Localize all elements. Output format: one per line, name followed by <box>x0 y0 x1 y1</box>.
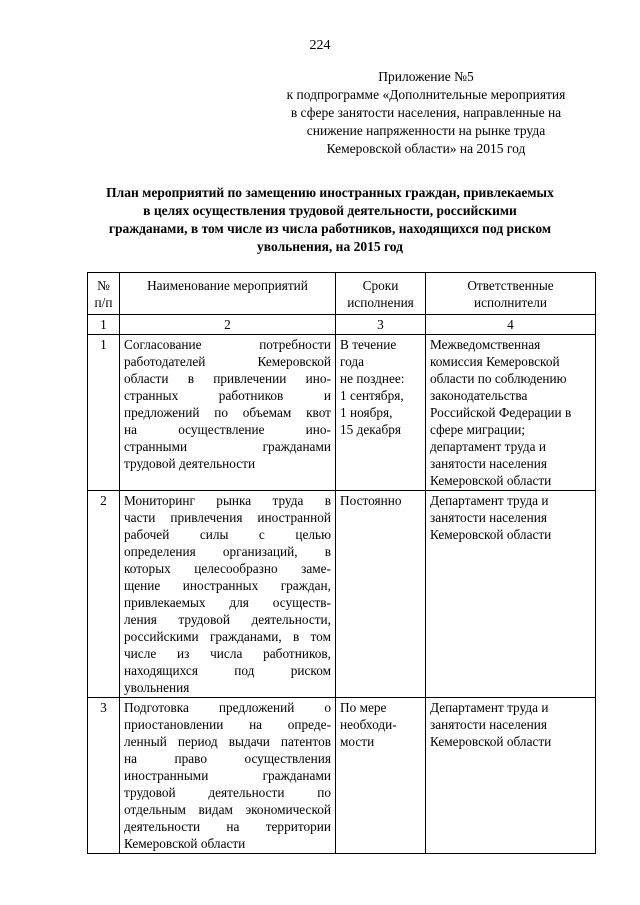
activity-name-line: увольнения <box>124 680 190 695</box>
row-number: 1 <box>88 335 120 491</box>
row-number: 2 <box>88 491 120 698</box>
activity-name-line: находящихся под риском <box>124 663 331 678</box>
table-row <box>88 335 596 491</box>
activity-name-line: определения организаций, в <box>124 544 331 559</box>
activity-term-line: года <box>340 354 365 369</box>
appendix-line: к подпрограмме «Дополнительные мероприятия <box>286 87 566 102</box>
activity-responsible-line: законодательства <box>430 388 528 403</box>
activity-name-line: трудовой деятельности <box>124 456 256 471</box>
title-line: План мероприятий по замещению иностранных граждан, привлекаемых <box>106 185 554 200</box>
activity-responsible-line: сфере миграции; <box>430 422 526 437</box>
activity-name-line: трудовой деятельности по <box>124 785 331 800</box>
activity-name <box>120 335 336 491</box>
activity-name <box>120 491 336 698</box>
activity-name-line: странными гражданами <box>124 439 331 454</box>
activity-responsible-line: Кемеровской области <box>430 734 552 749</box>
column-number-row <box>88 315 596 335</box>
activity-responsible-line: Межведомственная <box>430 337 541 352</box>
plan-table <box>87 272 596 854</box>
appendix-line: Приложение №5 <box>378 69 474 84</box>
activity-name-line: деятельности на территории <box>124 819 331 834</box>
header-name <box>120 273 336 315</box>
activity-responsible-line: занятости населения <box>430 717 548 732</box>
appendix-line: снижение напряженности на рынке труда <box>306 123 546 138</box>
activity-name-line: Согласование потребности <box>124 337 331 352</box>
activity-term-line: Постоянно <box>340 493 402 508</box>
activity-name-line: щение иностранных граждан, <box>124 578 331 593</box>
activity-name-line: странных работников и <box>124 388 331 403</box>
activity-term <box>336 491 426 698</box>
activity-term <box>336 698 426 854</box>
activity-term <box>336 335 426 491</box>
activity-name-line: ленный период выдачи патентов <box>124 734 331 749</box>
activity-term-line: В течение <box>340 337 397 352</box>
table-header-row <box>88 273 596 315</box>
table-row <box>88 491 596 698</box>
header-name-line: Наименование мероприятий <box>147 278 308 293</box>
header-term-line: Сроки <box>362 277 399 293</box>
activity-name-line: части привлечения иностранной <box>124 510 331 525</box>
activity-term-line: 1 сентября, <box>340 388 404 403</box>
title-line: увольнения, на 2015 год <box>257 239 403 254</box>
header-resp-line: исполнители <box>474 294 547 310</box>
header-num-line: № <box>97 277 110 293</box>
column-number: 2 <box>120 315 336 335</box>
row-number: 3 <box>88 698 120 854</box>
activity-name-line: иностранными гражданами <box>124 768 331 783</box>
activity-responsible-line: занятости населения <box>430 456 548 471</box>
header-resp-line: Ответственные <box>467 277 554 293</box>
header-term-line: исполнения <box>347 294 414 310</box>
activity-responsible-line: Российской Федерации в <box>430 405 572 420</box>
activity-name-line: на право осуществления <box>124 751 331 766</box>
activity-name-line: приостановлении на опреде- <box>124 717 331 732</box>
activity-name-line: работодателей Кемеровской <box>124 354 331 369</box>
activity-name-line: рабочей силы с целью <box>124 527 331 542</box>
activity-name-line: Кемеровской области <box>124 836 246 851</box>
document-title <box>60 184 600 256</box>
activity-term-line: По мере <box>340 700 387 715</box>
appendix-line: Кемеровской области» на 2015 год <box>326 141 526 156</box>
page-number: 224 <box>309 38 331 53</box>
activity-term-line: необходи- <box>340 717 397 732</box>
activity-responsible-line: занятости населения <box>430 510 548 525</box>
title-line: в целях осуществления трудовой деятельности, российскими <box>143 203 517 218</box>
activity-name-line: числе из числа работников, <box>124 646 331 661</box>
activity-term-line: 15 декабря <box>340 422 401 437</box>
title-line: гражданами, в том числе из числа работников, находящихся под риском <box>108 221 552 236</box>
header-num-line: п/п <box>94 294 113 310</box>
appendix-note <box>256 68 596 158</box>
activity-term-line: не позднее: <box>340 371 405 386</box>
activity-name-line: привлекаемых для осуществ- <box>124 595 331 610</box>
column-number: 1 <box>88 315 120 335</box>
activity-responsible-line: Департамент труда и <box>430 493 549 508</box>
plan-rows <box>88 335 596 854</box>
activity-name-line: на осуществление ино- <box>124 422 331 437</box>
activity-name-line: отдельным видам экономической <box>124 802 331 817</box>
header-num <box>88 273 120 315</box>
activity-name-line: предложений по объемам квот <box>124 405 331 420</box>
activity-responsible-line: Кемеровской области <box>430 527 552 542</box>
activity-responsible <box>426 491 596 698</box>
table-row <box>88 698 596 854</box>
activity-responsible-line: комиссия Кемеровской <box>430 354 560 369</box>
activity-name-line: которых целесообразно заме- <box>124 561 331 576</box>
activity-name-line: ления трудовой деятельности, <box>124 612 331 627</box>
activity-responsible <box>426 335 596 491</box>
header-responsible <box>426 273 596 315</box>
appendix-line: в сфере занятости населения, направленные на <box>290 105 562 120</box>
activity-name-line: области в привлечении ино- <box>124 371 331 386</box>
activity-responsible-line: департамент труда и <box>430 439 546 454</box>
activity-responsible-line: Департамент труда и <box>430 700 549 715</box>
activity-term-line: 1 ноября, <box>340 405 393 420</box>
activity-name-line: российскими гражданами, в том <box>124 629 331 644</box>
activity-responsible-line: Кемеровской области <box>430 473 552 488</box>
column-number: 4 <box>426 315 596 335</box>
activity-responsible-line: области по соблюдению <box>430 371 567 386</box>
activity-name-line: Мониторинг рынка труда в <box>124 493 331 508</box>
activity-name <box>120 698 336 854</box>
activity-name-line: Подготовка предложений о <box>124 700 331 715</box>
activity-term-line: мости <box>340 734 375 749</box>
header-term <box>336 273 426 315</box>
activity-responsible <box>426 698 596 854</box>
column-number: 3 <box>336 315 426 335</box>
